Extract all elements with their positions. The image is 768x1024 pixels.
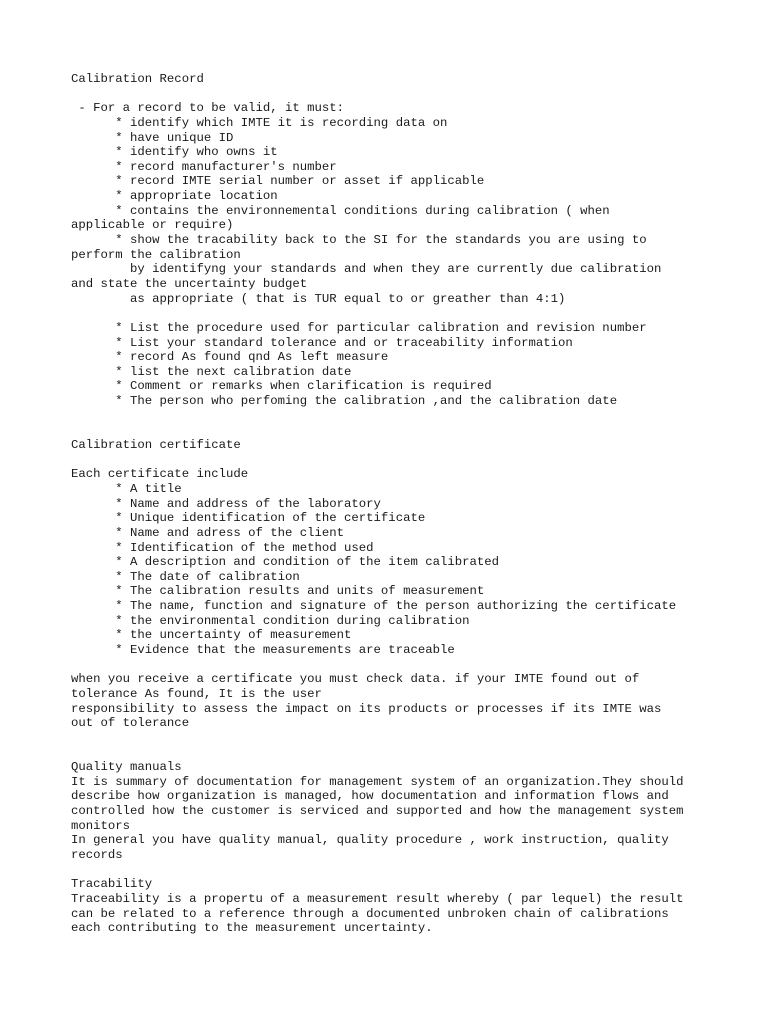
blank-line <box>71 658 711 673</box>
certificate-list-item: * The name, function and signature of the person authorizing the certificate <box>71 599 677 614</box>
record-list-item-continuation: by identifyng your standards and when they are currently due calibration <box>71 262 662 277</box>
heading-calibration-record: Calibration Record <box>71 72 204 86</box>
heading-calibration-certificate: Calibration certificate <box>71 438 241 453</box>
record-list-item: * list the next calibration date <box>71 364 352 379</box>
certificate-intro: Each certificate include <box>71 467 249 482</box>
record-list-item-continuation: applicable or require) <box>71 218 234 233</box>
quality-manuals-text: It is summary of documentation for management system of an organization.They should <box>71 774 684 789</box>
record-list-item: * record manufacturer's number <box>71 159 337 174</box>
quality-manuals-text: monitors <box>71 818 131 833</box>
certificate-list-item: * The calibration results and units of measurement <box>71 584 485 599</box>
blank-line <box>71 87 711 102</box>
certificate-list-item: * The date of calibration <box>71 569 300 584</box>
record-list-item: * record IMTE serial number or asset if applicable <box>71 174 485 189</box>
heading-tracability: Tracability <box>71 877 153 892</box>
blank-line <box>71 863 711 878</box>
certificate-note: when you receive a certificate you must check data. if your IMTE found out of <box>71 672 640 687</box>
certificate-list-item: * the uncertainty of measurement <box>71 628 352 643</box>
tracability-text: can be related to a reference through a documented unbroken chain of calibrations <box>71 906 669 921</box>
certificate-note: responsibility to assess the impact on its products or processes if its IMTE was <box>71 701 662 716</box>
record-list-item-continuation: as appropriate ( that is TUR equal to or greather than 4:1) <box>71 291 566 306</box>
quality-manuals-text: records <box>71 847 123 862</box>
certificate-list-item: * A title <box>71 481 182 496</box>
record-list-item: * List the procedure used for particular calibration and revision number <box>71 320 647 335</box>
certificate-note: tolerance As found, It is the user <box>71 686 322 701</box>
blank-line <box>71 745 711 760</box>
document-body <box>71 72 711 936</box>
record-list-item: * appropriate location <box>71 189 278 204</box>
certificate-list-item: * A description and condition of the item calibrated <box>71 555 500 570</box>
record-intro: - For a record to be valid, it must: <box>71 101 345 116</box>
quality-manuals-text: describe how organization is managed, how documentation and information flows and <box>71 789 669 804</box>
tracability-text: Traceability is a propertu of a measurement result whereby ( par lequel) the result <box>71 891 684 906</box>
quality-manuals-text: In general you have quality manual, quality procedure , work instruction, quality <box>71 833 669 848</box>
blank-line <box>71 409 711 424</box>
record-list-item: * identify which IMTE it is recording data on <box>71 115 448 130</box>
certificate-list-item: * Name and address of the laboratory <box>71 496 381 511</box>
record-list-item: * List your standard tolerance and or traceability information <box>71 335 573 350</box>
blank-line <box>71 423 711 438</box>
blank-line <box>71 453 711 468</box>
record-list-item: * identify who owns it <box>71 145 278 160</box>
record-list-item-continuation: perform the calibration <box>71 247 241 262</box>
certificate-list-item: * Unique identification of the certificate <box>71 511 426 526</box>
record-list-item: * have unique ID <box>71 130 234 145</box>
record-list-item: * Comment or remarks when clarification is required <box>71 379 492 394</box>
certificate-list-item: * Identification of the method used <box>71 540 374 555</box>
certificate-list-item: * the environmental condition during calibration <box>71 613 470 628</box>
blank-line <box>71 306 711 321</box>
record-list-item-continuation: and state the uncertainty budget <box>71 276 308 291</box>
blank-line <box>71 731 711 746</box>
record-list-item: * contains the environnemental conditions during calibration ( when <box>71 203 610 218</box>
heading-quality-manuals: Quality manuals <box>71 760 182 775</box>
record-list-item: * record As found qnd As left measure <box>71 350 389 365</box>
quality-manuals-text: controlled how the customer is serviced and supported and how the management system <box>71 804 684 819</box>
certificate-list-item: * Evidence that the measurements are traceable <box>71 642 455 657</box>
record-list-item: * show the tracability back to the SI for the standards you are using to <box>71 233 647 248</box>
certificate-list-item: * Name and adress of the client <box>71 525 345 540</box>
certificate-note: out of tolerance <box>71 716 190 731</box>
record-list-item: * The person who perfoming the calibration ,and the calibration date <box>71 394 618 409</box>
tracability-text: each contributing to the measurement uncertainty. <box>71 921 433 936</box>
